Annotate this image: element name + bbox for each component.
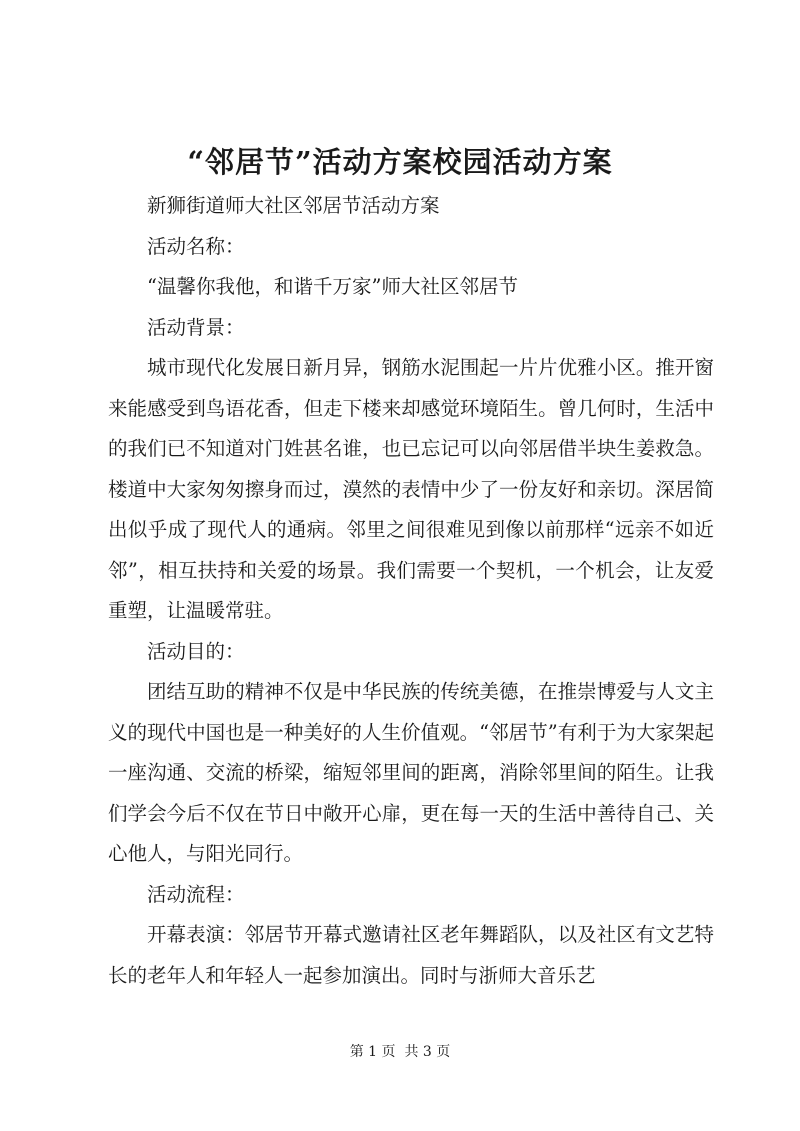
paragraph-event-name: “温馨你我他，和谐千万家”师大社区邻居节 [147, 275, 518, 298]
paragraph-heading-background: 活动背景： [147, 315, 245, 339]
paragraph-organizer: 新狮街道师大社区邻居节活动方案 [147, 194, 440, 217]
paragraph-heading-process: 活动流程： [147, 882, 245, 906]
paragraph-heading-name: 活动名称： [147, 234, 245, 258]
document-title: “邻居节”活动方案校园活动方案 [187, 145, 613, 179]
paragraph-background: 城市现代化发展日新月异，钢筋水泥围起一片片优雅小区。推开窗来能感受到鸟语花香，但走下楼来却感觉环境陌生。曾几何时，生活中的我们已不知道对门姓甚名谁，也已忘记可以向邻居借半块生姜救急。楼道中大家匆匆擦身而过，漠然的表情中少了一份友好和亲切。深居简出似乎成了现代人的通病。邻里之间很难见到像以前那样“远亲不如近邻”，相互扶持和关爱的场景。我们需要一个契机，一个机会，让友爱重塑，让温暖常驻。 [108, 356, 714, 622]
page-number-footer: 第 1 页 共 3 页 [349, 1044, 451, 1060]
paragraph-process: 开幕表演：邻居节开幕式邀请社区老年舞蹈队，以及社区有文艺特长的老年人和年轻人一起参加演出。同时与浙师大音乐艺 [108, 923, 714, 987]
paragraph-purpose: 团结互助的精神不仅是中华民族的传统美德，在推崇博爱与人文主义的现代中国也是一种美好的人生价值观。“邻居节”有利于为大家架起一座沟通、交流的桥梁，缩短邻里间的距离，消除邻里间的陌生。让我们学会今后不仅在节日中敞开心扉，更在每一天的生活中善待自己、关心他人，与阳光同行。 [108, 680, 714, 865]
document-body [108, 186, 714, 996]
paragraph-heading-purpose: 活动目的： [147, 639, 245, 663]
